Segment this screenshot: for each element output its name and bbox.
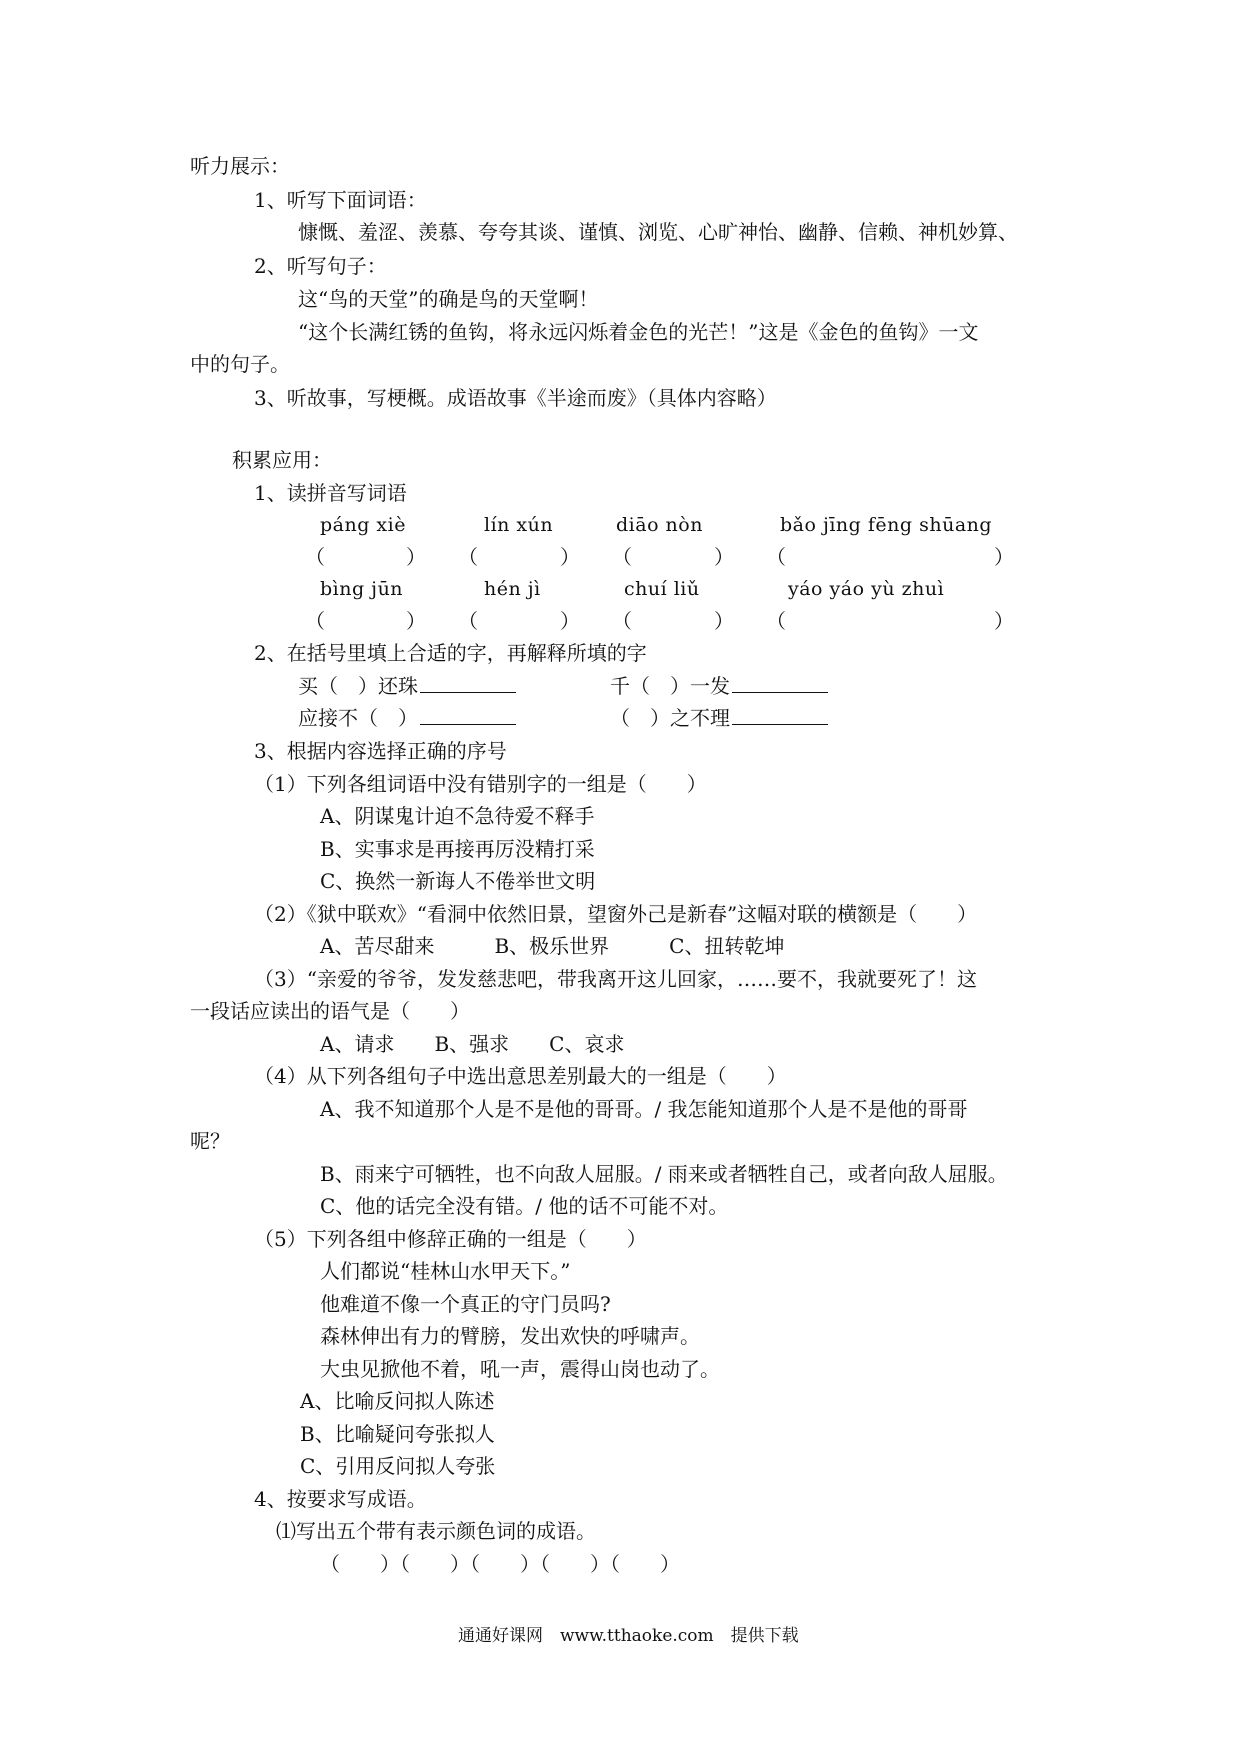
subquestion-3-cont: 一段话应读出的语气是（ ） (190, 999, 470, 1023)
pinyin-6: hén jì (484, 578, 541, 600)
answer-paren-close: ） (714, 545, 734, 569)
pinyin-7: chuí liǔ (624, 578, 700, 600)
answer-paren-open: （ (305, 545, 325, 569)
answer-paren-open: （ (458, 609, 478, 633)
answer-paren-close: ） (994, 545, 1014, 569)
answer-blank[interactable] (420, 672, 516, 693)
answer-blank[interactable] (732, 672, 828, 693)
options-2: A、苦尽甜来 B、极乐世界 C、扭转乾坤 (320, 934, 785, 958)
option-4a: A、我不知道那个人是不是他的哥哥。/ 我怎能知道那个人是不是他的哥哥 (320, 1097, 968, 1121)
rhetoric-sentence-4: 大虫见掀他不着，吼一声，震得山岗也动了。 (320, 1357, 720, 1381)
pinyin-4: bǎo jīng fēng shūang (780, 514, 993, 536)
answer-blank[interactable] (420, 704, 516, 725)
option-5c: C、引用反问拟人夸张 (300, 1454, 496, 1478)
listening-item-2: 2、听写句子： (254, 254, 387, 278)
pinyin-1: páng xiè (320, 514, 406, 536)
question-4-title: 4、按要求写成语。 (254, 1487, 427, 1511)
answer-paren-open: （ (612, 609, 632, 633)
question-1-title: 1、读拼音写词语 (254, 481, 407, 505)
idiom-fill-c: 应接不（ ） (298, 704, 516, 732)
option-1b: B、实事求是再接再厉没精打采 (320, 837, 595, 861)
section-heading-listening: 听力展示： (190, 154, 290, 178)
question-2-title: 2、在括号里填上合适的字，再解释所填的字 (254, 641, 647, 665)
subquestion-2: （2）《狱中联欢》“看洞中依然旧景，望窗外己是新春”这幅对联的横额是（ ） (254, 902, 978, 926)
dictation-words: 慷慨、羞涩、羡慕、夸夸其谈、谨慎、浏览、心旷神怡、幽静、信赖、神机妙算、 (298, 220, 1018, 244)
options-3: A、请求 B、强求 C、哀求 (320, 1032, 625, 1056)
pinyin-3: diāo nòn (616, 514, 703, 536)
idiom-fill-d: （ ）之不理 (610, 704, 828, 732)
subquestion-1: （1）下列各组词语中没有错别字的一组是（ ） (254, 772, 707, 796)
listening-item-1: 1、听写下面词语： (254, 188, 427, 212)
answer-paren-open: （ (458, 545, 478, 569)
dictation-sentence-2: “这个长满红锈的鱼钩，将永远闪烁着金色的光芒！”这是《金色的鱼钩》一文 (298, 320, 979, 344)
subquestion-4: （4）从下列各组句子中选出意思差别最大的一组是（ ） (254, 1064, 787, 1088)
option-4b: B、雨来宁可牺牲，也不向敌人屈服。/ 雨来或者牺牲自己，或者向敌人屈服。 (320, 1162, 1008, 1186)
page-footer: 通通好课网 www.tthaoke.com 提供下载 (458, 1626, 799, 1646)
option-1c: C、换然一新诲人不倦举世文明 (320, 869, 596, 893)
answer-paren-open: （ (612, 545, 632, 569)
answer-paren-open: （ (766, 609, 786, 633)
answer-paren-close: ） (560, 609, 580, 633)
answer-paren-close: ） (560, 545, 580, 569)
listening-item-3: 3、听故事，写梗概。成语故事《半途而废》（具体内容略） (254, 386, 777, 410)
option-5b: B、比喻疑问夸张拟人 (300, 1422, 495, 1446)
answer-blank[interactable] (732, 704, 828, 725)
question-4-sub-1: ⑴写出五个带有表示颜色词的成语。 (276, 1519, 596, 1543)
idiom-fill-a: 买（ ）还珠 (298, 672, 516, 700)
answer-blanks: （ ）（ ）（ ）（ ）（ ） (320, 1552, 680, 1576)
pinyin-2: lín xún (484, 514, 554, 536)
question-3-title: 3、根据内容选择正确的序号 (254, 739, 507, 763)
rhetoric-sentence-2: 他难道不像一个真正的守门员吗? (320, 1292, 611, 1316)
answer-paren-open: （ (766, 545, 786, 569)
rhetoric-sentence-3: 森林伸出有力的臂膀，发出欢快的呼啸声。 (320, 1324, 700, 1348)
pinyin-5: bìng jūn (320, 578, 404, 600)
answer-paren-close: ） (994, 609, 1014, 633)
dictation-sentence-2-cont: 中的句子。 (190, 352, 290, 376)
answer-paren-close: ） (406, 609, 426, 633)
option-4c: C、他的话完全没有错。/ 他的话不可能不对。 (320, 1194, 729, 1218)
rhetoric-sentence-1: 人们都说“桂林山水甲天下。” (320, 1259, 571, 1283)
answer-paren-open: （ (305, 609, 325, 633)
option-1a: A、阴谋鬼计迫不急待爱不释手 (320, 804, 595, 828)
section-heading-accumulation: 积累应用： (232, 448, 332, 472)
option-5a: A、比喻反问拟人陈述 (300, 1389, 495, 1413)
subquestion-5: （5）下列各组中修辞正确的一组是（ ） (254, 1227, 647, 1251)
idiom-fill-b: 千（ ）一发 (610, 672, 828, 700)
option-4a-cont: 呢？ (190, 1129, 230, 1153)
answer-paren-close: ） (406, 545, 426, 569)
pinyin-8: yáo yáo yù zhuì (788, 578, 945, 600)
answer-paren-close: ） (714, 609, 734, 633)
dictation-sentence-1: 这“鸟的天堂”的确是鸟的天堂啊！ (298, 287, 599, 311)
subquestion-3: （3）“亲爱的爷爷，发发慈悲吧，带我离开这儿回家，……要不，我就要死了！这 (254, 967, 977, 991)
